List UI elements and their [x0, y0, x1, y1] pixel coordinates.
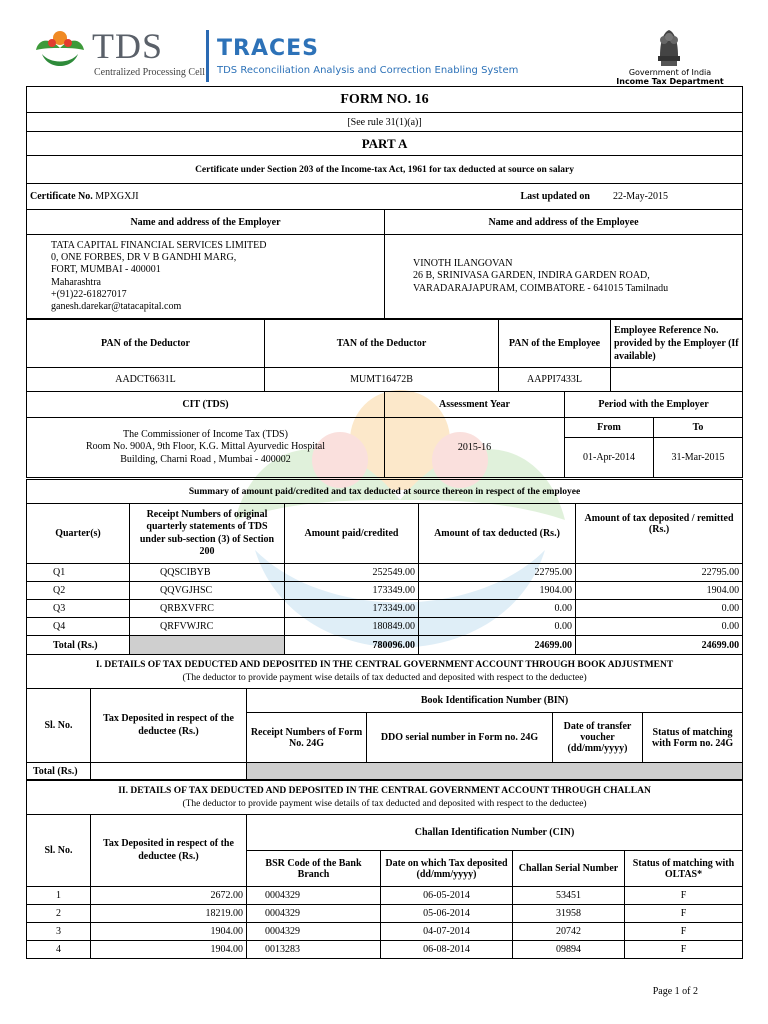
date-cell: 06-05-2014 [381, 887, 513, 905]
cit-address-line: Room No. 900A, 9th Floor, K.G. Mittal Ayurvedic Hospital [86, 441, 325, 453]
total-deposited: 24699.00 [576, 636, 743, 655]
table-row [27, 905, 743, 923]
quarter-cell: Q3 [27, 600, 130, 618]
deducted-cell: 0.00 [419, 600, 576, 618]
cin-label: Challan Identification Number (CIN) [247, 815, 743, 851]
total-row [27, 763, 743, 780]
challan-heading: II. DETAILS OF TAX DEDUCTED AND DEPOSITED IN THE CENTRAL GOVERNMENT ACCOUNT THROUGH CHALLAN [118, 786, 651, 796]
quarter-cell: Q2 [27, 582, 130, 600]
cit-address-line: Building, Charni Road , Mumbai - 400002 [120, 453, 291, 465]
deducted-cell: 0.00 [419, 618, 576, 636]
receipt-cell: QQVGJHSC [130, 582, 285, 600]
part-title: PART A [27, 132, 743, 156]
page-number: Page 1 of 2 [652, 986, 698, 997]
status-cell: F [625, 941, 743, 959]
employer-line: +(91)22-61827017 [51, 288, 127, 300]
book-adjustment-subheading: (The deductor to provide payment wise details of tax deducted and deposited with respect to the deductee) [182, 672, 587, 683]
form-title: FORM NO. 16 [27, 87, 743, 113]
form-rule: [See rule 31(1)(a)] [27, 113, 743, 132]
traces-title: TRACES [217, 36, 319, 61]
tds-subtitle: Centralized Processing Cell [94, 67, 206, 78]
date-cell: 06-08-2014 [381, 941, 513, 959]
form-header-table [26, 86, 743, 210]
sl-cell: 3 [27, 923, 91, 941]
table-row [27, 582, 743, 600]
pan-employee: AAPPI7433L [499, 368, 611, 392]
book-total-blank [247, 763, 743, 780]
total-label: Total (Rs.) [27, 636, 130, 655]
employee-line: VARADARAJAPURAM, COIMBATORE - 641015 Tamilnadu [413, 282, 669, 294]
period-to: 31-Mar-2015 [654, 438, 743, 478]
employer-line: Maharashtra [51, 276, 101, 288]
book-adjustment-heading-cell [27, 655, 743, 689]
book-total-label: Total (Rs.) [27, 763, 91, 780]
serial-cell: 20742 [513, 923, 625, 941]
table-row [27, 564, 743, 582]
sl-cell: 2 [27, 905, 91, 923]
quarter-cell: Q4 [27, 618, 130, 636]
col-tax-deposited: Amount of tax deposited / remitted (Rs.) [576, 504, 743, 564]
traces-subtitle: TDS Reconciliation Analysis and Correction Enabling System [217, 65, 519, 76]
table-row [27, 600, 743, 618]
cit-label: CIT (TDS) [27, 392, 385, 418]
paid-cell: 180849.00 [285, 618, 419, 636]
period-from-label: From [565, 418, 654, 438]
col-quarter: Quarter(s) [27, 504, 130, 564]
employer-line: TATA CAPITAL FINANCIAL SERVICES LIMITED [51, 239, 267, 251]
paid-cell: 173349.00 [285, 600, 419, 618]
serial-cell: 31958 [513, 905, 625, 923]
col-amount-paid: Amount paid/credited [285, 504, 419, 564]
sl-cell: 1 [27, 887, 91, 905]
status-cell: F [625, 905, 743, 923]
receipt-cell: QQSCIBYB [130, 564, 285, 582]
quarter-cell: Q1 [27, 564, 130, 582]
assessment-year: 2015-16 [385, 418, 565, 478]
period-label: Period with the Employer [565, 392, 743, 418]
employer-heading: Name and address of the Employer [27, 210, 385, 235]
deducted-cell: 22795.00 [419, 564, 576, 582]
assessment-year-label: Assessment Year [385, 392, 565, 418]
table-row [27, 618, 743, 636]
bin-label: Book Identification Number (BIN) [247, 689, 743, 713]
col-tax-deducted: Amount of tax deducted (Rs.) [419, 504, 576, 564]
col-bsr-code: BSR Code of the Bank Branch [247, 851, 381, 887]
book-total-value [91, 763, 247, 780]
national-emblem-icon [652, 26, 686, 68]
challan-heading-cell [27, 781, 743, 815]
paid-cell: 173349.00 [285, 582, 419, 600]
tax-cell: 2672.00 [91, 887, 247, 905]
total-row [27, 636, 743, 655]
table-row [27, 941, 743, 959]
bsr-cell: 0013283 [247, 941, 381, 959]
deposited-cell: 0.00 [576, 600, 743, 618]
col-status-24g: Status of matching with Form no. 24G [643, 713, 743, 763]
col-deposit-date: Date on which Tax deposited (dd/mm/yyyy) [381, 851, 513, 887]
col-tax-deposited: Tax Deposited in respect of the deductee (Rs.) [91, 689, 247, 763]
employee-ref-label: Employee Reference No. provided by the Employer (If available) [611, 320, 743, 368]
tds-logo-icon [30, 26, 90, 76]
cit-table [26, 391, 743, 478]
employee-line: VINOTH ILANGOVAN [413, 258, 513, 270]
total-paid: 780096.00 [285, 636, 419, 655]
employer-line: ganesh.darekar@tatacapital.com [51, 301, 182, 313]
summary-heading: Summary of amount paid/credited and tax deducted at source thereon in respect of the employee [27, 480, 743, 504]
col-oltas-status: Status of matching with OLTAS* [625, 851, 743, 887]
challan-table [26, 780, 743, 959]
employee-line: 26 B, SRINIVASA GARDEN, INDIRA GARDEN ROAD, [413, 270, 650, 282]
table-row [27, 887, 743, 905]
certificate-no: MPXGXJI [95, 191, 139, 202]
deposited-cell: 0.00 [576, 618, 743, 636]
summary-table [26, 479, 743, 655]
employee-address [385, 235, 743, 319]
certificate-no-cell [27, 184, 385, 210]
serial-cell: 09894 [513, 941, 625, 959]
col-tax-deposited: Tax Deposited in respect of the deductee (Rs.) [91, 815, 247, 887]
tax-cell: 1904.00 [91, 923, 247, 941]
last-updated-cell [385, 184, 743, 210]
cit-address [27, 418, 385, 478]
book-adjustment-heading: I. DETAILS OF TAX DEDUCTED AND DEPOSITED IN THE CENTRAL GOVERNMENT ACCOUNT THROUGH BOOK ADJUSTMENT [95, 660, 674, 670]
employer-employee-table [26, 209, 743, 319]
deposited-cell: 1904.00 [576, 582, 743, 600]
bsr-cell: 0004329 [247, 905, 381, 923]
period-from: 01-Apr-2014 [565, 438, 654, 478]
employee-heading: Name and address of the Employee [385, 210, 743, 235]
period-to-label: To [654, 418, 743, 438]
col-transfer-date: Date of transfer voucher (dd/mm/yyyy) [553, 713, 643, 763]
tax-cell: 18219.00 [91, 905, 247, 923]
last-updated-label: Last updated on [520, 191, 590, 202]
cit-address-line: The Commissioner of Income Tax (TDS) [123, 429, 288, 441]
tan-deductor: MUMT16472B [265, 368, 499, 392]
tds-title: TDS [92, 26, 164, 66]
status-cell: F [625, 923, 743, 941]
bsr-cell: 0004329 [247, 923, 381, 941]
pan-employee-label: PAN of the Employee [499, 320, 611, 368]
col-sl-no: Sl. No. [27, 815, 91, 887]
total-receipt-blank [130, 636, 285, 655]
certificate-no-label: Certificate No. [30, 191, 93, 202]
col-ddo-serial: DDO serial number in Form no. 24G [367, 713, 553, 763]
tax-cell: 1904.00 [91, 941, 247, 959]
challan-subheading: (The deductor to provide payment wise details of tax deducted and deposited with respect to the deductee) [182, 798, 587, 809]
tan-deductor-label: TAN of the Deductor [265, 320, 499, 368]
deposited-cell: 22795.00 [576, 564, 743, 582]
income-tax-dept-label: Income Tax Department [616, 77, 724, 86]
certificate-heading: Certificate under Section 203 of the Income-tax Act, 1961 for tax deducted at source on salary [27, 156, 743, 184]
date-cell: 04-07-2014 [381, 923, 513, 941]
deducted-cell: 1904.00 [419, 582, 576, 600]
pan-deductor-label: PAN of the Deductor [27, 320, 265, 368]
total-deducted: 24699.00 [419, 636, 576, 655]
table-row [27, 923, 743, 941]
col-receipt-24g: Receipt Numbers of Form No. 24G [247, 713, 367, 763]
pan-tan-table [26, 319, 743, 392]
receipt-cell: QRFVWJRC [130, 618, 285, 636]
col-receipt-numbers: Receipt Numbers of original quarterly statements of TDS under sub-section (3) of Section 200 [130, 504, 285, 564]
pan-deductor: AADCT6631L [27, 368, 265, 392]
sl-cell: 4 [27, 941, 91, 959]
date-cell: 05-06-2014 [381, 905, 513, 923]
employer-address [27, 235, 385, 319]
header-divider [206, 30, 209, 82]
last-updated-date: 22-May-2015 [612, 191, 668, 202]
employee-ref [611, 368, 743, 392]
serial-cell: 53451 [513, 887, 625, 905]
receipt-cell: QRBXVFRC [130, 600, 285, 618]
employer-line: FORT, MUMBAI - 400001 [51, 264, 161, 276]
col-challan-serial: Challan Serial Number [513, 851, 625, 887]
col-sl-no: Sl. No. [27, 689, 91, 763]
page-header [0, 0, 768, 86]
status-cell: F [625, 887, 743, 905]
paid-cell: 252549.00 [285, 564, 419, 582]
employer-line: 0, ONE FORBES, DR V B GANDHI MARG, [51, 251, 237, 263]
book-adjustment-table [26, 654, 743, 780]
bsr-cell: 0004329 [247, 887, 381, 905]
gov-india-label: Government of India [628, 68, 712, 77]
